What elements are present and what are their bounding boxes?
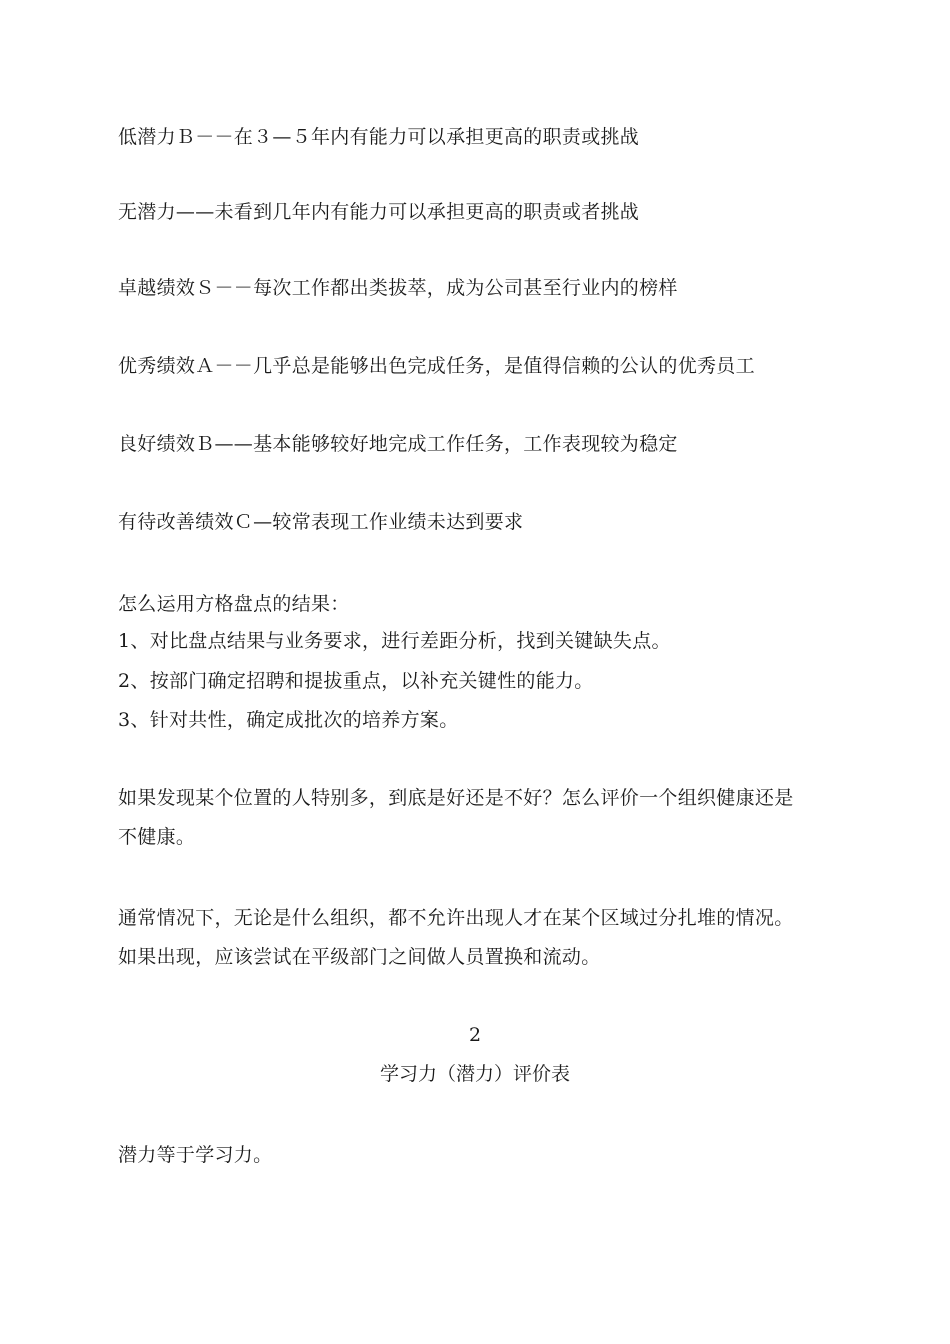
question-paragraph-line: 不健康。 — [118, 826, 196, 848]
potential-level-none: 无潜力——未看到几年内有能力可以承担更高的职责或者挑战 — [118, 201, 640, 223]
performance-level-c: 有待改善绩效Ｃ—较常表现工作业绩未达到要求 — [118, 511, 524, 533]
section-title: 学习力（潜力）评价表 — [379, 1063, 570, 1085]
performance-level-s: 卓越绩效Ｓ－－每次工作都出类拔萃，成为公司甚至行业内的榜样 — [118, 277, 678, 299]
answer-paragraph-line: 如果出现，应该尝试在平级部门之间做人员置换和流动。 — [118, 946, 601, 968]
usage-item: 1、对比盘点结果与业务要求，进行差距分析，找到关键缺失点。 — [118, 630, 671, 652]
performance-level-b: 良好绩效Ｂ——基本能够较好地完成工作任务，工作表现较为稳定 — [118, 433, 678, 455]
answer-paragraph-line: 通常情况下，无论是什么组织，都不允许出现人才在某个区域过分扎堆的情况。 — [118, 907, 794, 929]
usage-item: 2、按部门确定招聘和提拔重点，以补充关键性的能力。 — [118, 670, 594, 692]
usage-heading: 怎么运用方格盘点的结果： — [118, 593, 350, 615]
performance-level-a: 优秀绩效Ａ－－几乎总是能够出色完成任务，是值得信赖的公认的优秀员工 — [118, 355, 755, 377]
usage-item: 3、针对共性，确定成批次的培养方案。 — [118, 709, 459, 731]
section-number: 2 — [468, 1024, 482, 1046]
closing-statement: 潜力等于学习力。 — [118, 1144, 273, 1166]
question-paragraph-line: 如果发现某个位置的人特别多，到底是好还是不好？怎么评价一个组织健康还是 — [118, 787, 794, 809]
potential-level-low-b: 低潜力Ｂ－－在３—５年内有能力可以承担更高的职责或挑战 — [118, 126, 640, 148]
